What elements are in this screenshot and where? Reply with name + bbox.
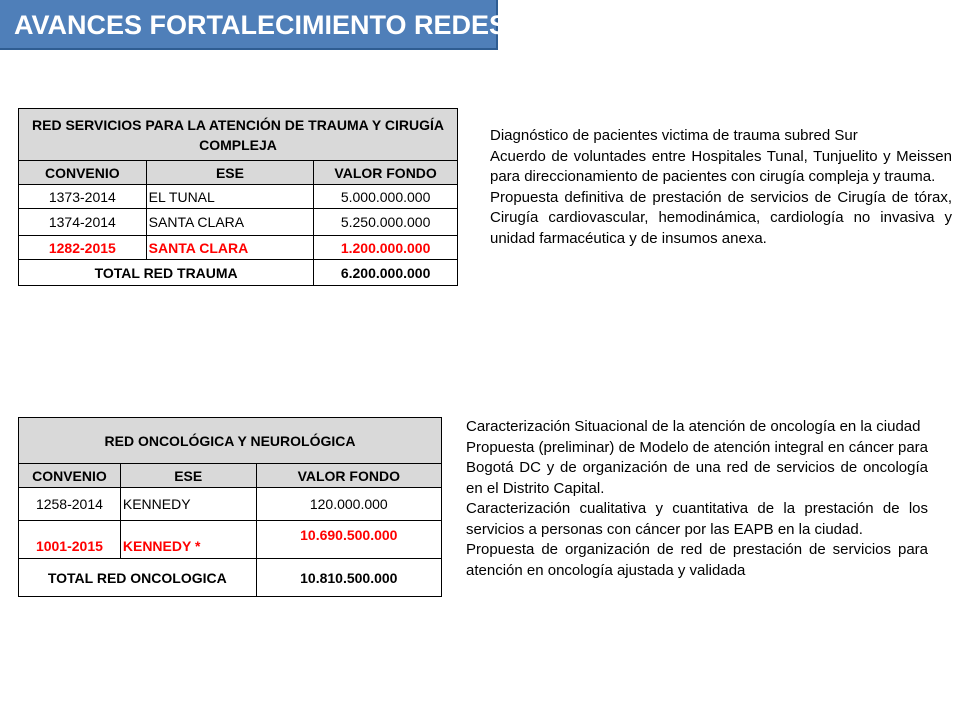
cell-valor: 1.200.000.000	[314, 236, 458, 260]
table-total-row	[19, 260, 458, 286]
header-valor-fondo: VALOR FONDO	[314, 161, 458, 185]
cell-valor: 5.000.000.000	[314, 185, 458, 209]
note-paragraph: Propuesta de organización de red de prestación de servicios para atención en oncología ajustada y validada	[466, 541, 928, 579]
table-row	[19, 488, 442, 521]
cell-valor: 10.690.500.000	[256, 521, 441, 559]
cell-ese: SANTA CLARA	[146, 236, 314, 260]
note-paragraph: Caracterización Situacional de la atención de oncología en la ciudad	[466, 418, 921, 435]
cell-convenio: 1001-2015	[19, 521, 121, 559]
table-row	[19, 236, 458, 260]
total-value: 6.200.000.000	[314, 260, 458, 286]
cell-valor: 120.000.000	[256, 488, 441, 521]
table-caption-row	[19, 418, 442, 464]
trauma-notes	[490, 126, 952, 249]
note-paragraph: Diagnóstico de pacientes victima de trauma subred Sur	[490, 127, 858, 144]
note-paragraph: Acuerdo de voluntades entre Hospitales Tunal, Tunjuelito y Meissen para direccionamiento de pacientes con cirugía compleja y trauma.	[490, 147, 952, 185]
header-ese: ESE	[120, 464, 256, 488]
cell-valor: 5.250.000.000	[314, 209, 458, 236]
table-row	[19, 209, 458, 236]
note-paragraph: Caracterización cualitativa y cuantitativa de la prestación de los servicios a personas con cáncer por las EAPB en la ciudad.	[466, 500, 928, 538]
table-caption: RED SERVICIOS PARA LA ATENCIÓN DE TRAUMA Y CIRUGÍA COMPLEJA	[19, 109, 458, 161]
total-label: TOTAL RED TRAUMA	[19, 260, 314, 286]
table-caption-row	[19, 109, 458, 161]
header-ese: ESE	[146, 161, 314, 185]
table-header-row	[19, 464, 442, 488]
oncology-notes	[466, 417, 928, 581]
cell-convenio: 1282-2015	[19, 236, 147, 260]
total-label: TOTAL RED ONCOLOGICA	[19, 559, 257, 597]
header-convenio: CONVENIO	[19, 161, 147, 185]
cell-ese: SANTA CLARA	[146, 209, 314, 236]
table-header-row	[19, 161, 458, 185]
note-paragraph: Propuesta (preliminar) de Modelo de atención integral en cáncer para Bogotá DC y de organización de una red de servicios de oncología en el Distrito Capital.	[466, 438, 928, 497]
table-row	[19, 185, 458, 209]
header-convenio: CONVENIO	[19, 464, 121, 488]
cell-convenio: 1374-2014	[19, 209, 147, 236]
cell-convenio: 1258-2014	[19, 488, 121, 521]
oncology-network-table	[18, 417, 442, 597]
cell-ese: EL TUNAL	[146, 185, 314, 209]
cell-ese: KENNEDY *	[120, 521, 256, 559]
cell-ese: KENNEDY	[120, 488, 256, 521]
note-paragraph: Propuesta definitiva de prestación de servicios de Cirugía de tórax, Cirugía cardiovascular, hemodinámica, cardiología no invasiva y unidad farmacéutica y de insumos anexa.	[490, 188, 952, 247]
trauma-network-table	[18, 108, 458, 286]
table-total-row	[19, 559, 442, 597]
table-caption: RED ONCOLÓGICA Y NEUROLÓGICA	[19, 418, 442, 464]
cell-convenio: 1373-2014	[19, 185, 147, 209]
total-value: 10.810.500.000	[256, 559, 441, 597]
page-title: AVANCES FORTALECIMIENTO REDES	[0, 0, 498, 50]
table-row	[19, 521, 442, 559]
header-valor-fondo: VALOR FONDO	[256, 464, 441, 488]
